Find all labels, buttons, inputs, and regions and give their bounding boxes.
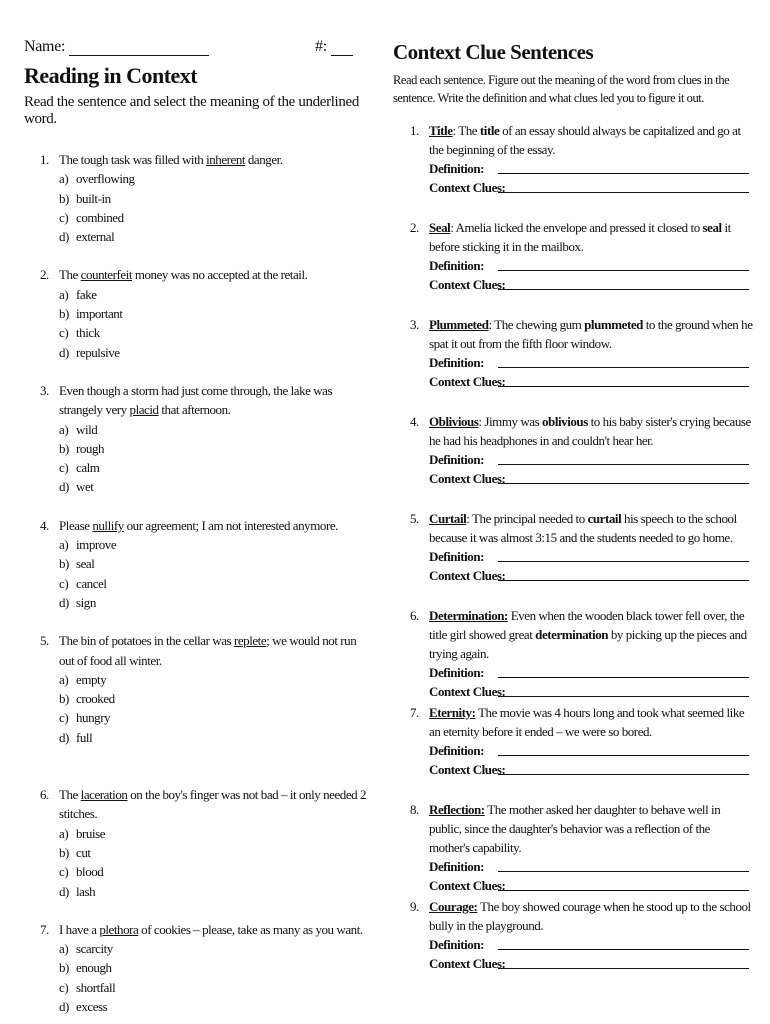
question-text: The bin of potatoes in the cellar was replete; we would not run out of food all winter. (59, 633, 357, 668)
option-d[interactable]: d) full (59, 729, 93, 745)
question-text: I have a plethora of cookies – please, take as many as you want. (59, 921, 363, 937)
option-c[interactable]: c) shortfall (59, 979, 116, 995)
vocab-word: Oblivious (429, 414, 479, 429)
vocab-word: Title (429, 123, 453, 138)
option-b[interactable]: b) cut (59, 844, 91, 860)
option-b[interactable]: b) enough (59, 960, 112, 976)
vocab-word: Plummeted (429, 317, 489, 332)
sentence-text: Oblivious: Jimmy was oblivious to his baby sister's crying because he had his headphones in and couldn't hear her. (429, 414, 751, 448)
underlined-word: nullify (92, 517, 124, 533)
name-row (24, 38, 372, 60)
question-5 (24, 631, 372, 747)
question-text: Please nullify our agreement; I am not interested anymore. (59, 517, 338, 533)
definition-field[interactable]: Definition: (429, 857, 753, 876)
option-a[interactable]: a) wild (59, 421, 98, 437)
number-label: #: (315, 38, 327, 55)
sentence-item-5 (393, 509, 753, 606)
option-d[interactable]: d) wet (59, 479, 94, 495)
option-d[interactable]: d) repulsive (59, 344, 120, 360)
definition-field[interactable]: Definition: (429, 353, 753, 372)
definition-field[interactable]: Definition: (429, 256, 753, 275)
option-a[interactable]: a) overflowing (59, 171, 135, 187)
options (59, 420, 372, 497)
question-text: The counterfeit money was no accepted at the retail. (59, 267, 308, 283)
question-4 (24, 516, 372, 612)
question-text: The laceration on the boy's finger was not bad – it only needed 2 stitches. (59, 787, 367, 822)
vocab-word: Seal (429, 220, 451, 235)
option-a[interactable]: a) scarcity (59, 941, 113, 957)
options (59, 824, 372, 901)
sentence-item-1 (393, 121, 753, 218)
option-c[interactable]: c) blood (59, 864, 104, 880)
instructions: Read the sentence and select the meaning of the underlined word. (24, 94, 359, 127)
question-6 (24, 785, 372, 901)
underlined-word: placid (129, 402, 159, 418)
option-d[interactable]: d) sign (59, 594, 96, 610)
context-clues-field[interactable]: Context Clues: (429, 954, 753, 973)
option-c[interactable]: c) thick (59, 325, 100, 341)
question-number: 7. (40, 921, 49, 937)
options (59, 939, 372, 1016)
option-d[interactable]: d) external (59, 229, 115, 245)
option-b[interactable]: b) built-in (59, 190, 111, 206)
sentence-item-8 (393, 800, 753, 897)
option-b[interactable]: b) rough (59, 440, 105, 456)
item-number: 9. (410, 899, 419, 914)
reading-in-context-section (24, 38, 372, 1016)
section-title: Context Clue Sentences (393, 40, 594, 64)
vocab-word: Reflection: (429, 802, 485, 817)
context-clues-field[interactable]: Context Clues: (429, 760, 753, 779)
option-d[interactable]: d) lash (59, 883, 96, 899)
sentence-item-4 (393, 412, 753, 509)
options (59, 535, 372, 612)
definition-field[interactable]: Definition: (429, 663, 753, 682)
sentence-item-3 (393, 315, 753, 412)
question-1 (24, 150, 372, 246)
vocab-word: Courage: (429, 899, 478, 914)
option-b[interactable]: b) seal (59, 556, 95, 572)
question-number: 6. (40, 787, 49, 803)
definition-field[interactable]: Definition: (429, 741, 753, 760)
underlined-word: plethora (99, 921, 139, 937)
sentence-item-2 (393, 218, 753, 315)
item-number: 2. (410, 220, 419, 235)
sentence-text: Determination: Even when the wooden black tower fell over, the title girl showed great determination by picking up the pieces and trying again. (429, 608, 747, 661)
question-text: The tough task was filled with inherent danger. (59, 152, 283, 167)
page-title: Reading in Context (24, 63, 198, 88)
item-number: 5. (410, 511, 419, 526)
number-blank-line[interactable] (331, 41, 353, 56)
item-number: 7. (410, 705, 419, 720)
options (59, 285, 372, 362)
definition-field[interactable]: Definition: (429, 935, 753, 954)
question-number: 5. (40, 633, 49, 649)
question-number: 3. (40, 382, 49, 398)
sentence-text: Courage: The boy showed courage when he stood up to the school bully in the playground. (429, 899, 751, 933)
question-number: 2. (40, 267, 49, 283)
question-2 (24, 265, 372, 361)
name-label: Name: (24, 38, 66, 55)
option-a[interactable]: a) empty (59, 671, 107, 687)
option-d[interactable]: d) excess (59, 998, 108, 1014)
sentence-text: Reflection: The mother asked her daughter to behave well in public, since the daughter's behavior was a reflection of the mother's capability. (429, 802, 721, 855)
underlined-word: counterfeit (80, 267, 133, 283)
underlined-word: laceration (80, 787, 128, 803)
name-blank-line[interactable] (69, 41, 209, 56)
vocab-word: Curtail (429, 511, 467, 526)
context-clues-field[interactable]: Context Clues: (429, 566, 753, 585)
sentence-item-6 (393, 606, 753, 703)
question-3 (24, 381, 372, 497)
option-a[interactable]: a) bruise (59, 825, 106, 841)
options (59, 169, 372, 246)
definition-field[interactable]: Definition: (429, 547, 753, 566)
sentence-text: Eternity: The movie was 4 hours long and took what seemed like an eternity before it ended – we were so bored. (429, 705, 745, 739)
sentence-text: Seal: Amelia licked the envelope and pressed it closed to seal it before sticking it in the mailbox. (429, 220, 731, 254)
vocab-word: Determination: (429, 608, 508, 623)
option-b[interactable]: b) crooked (59, 691, 115, 707)
context-clues-field[interactable]: Context Clues: (429, 275, 753, 294)
definition-field[interactable]: Definition: (429, 450, 753, 469)
option-a[interactable]: a) fake (59, 286, 97, 302)
question-number: 4. (40, 517, 49, 533)
option-c[interactable]: c) cancel (59, 575, 107, 591)
option-a[interactable]: a) improve (59, 537, 117, 553)
sentence-text: Plummeted: The chewing gum plummeted to the ground when he spat it out from the fifth floor window. (429, 317, 753, 351)
item-number: 8. (410, 802, 419, 817)
number-field (315, 38, 353, 56)
option-b[interactable]: b) important (59, 306, 123, 322)
context-clues-field[interactable]: Context Clues: (429, 469, 753, 488)
context-clues-field[interactable]: Context Clues: (429, 372, 753, 391)
item-number: 1. (410, 123, 419, 138)
sentence-text: Curtail: The principal needed to curtail his speech to the school because it was almost 3:15 and the students needed to go home. (429, 511, 737, 545)
sentence-item-7 (393, 703, 753, 800)
item-number: 4. (410, 414, 419, 429)
question-number: 1. (40, 152, 49, 167)
context-clue-section (393, 40, 753, 994)
question-text: Even though a storm had just come through, the lake was strangely very placid that afternoon. (59, 382, 333, 418)
item-number: 6. (410, 608, 419, 623)
question-7 (24, 920, 372, 1016)
underlined-word: replete (233, 633, 267, 649)
item-number: 3. (410, 317, 419, 332)
context-clues-field[interactable]: Context Clues: (429, 178, 753, 197)
sentence-text: Title: The title of an essay should always be capitalized and go at the beginning of the essay. (429, 123, 741, 157)
section-instructions: Read each sentence. Figure out the meaning of the word from clues in the sentence. Write the definition and what clues led you to figure it out. (393, 73, 730, 105)
context-clues-field[interactable]: Context Clues: (429, 682, 753, 701)
option-c[interactable]: c) calm (59, 460, 100, 476)
sentence-list (393, 121, 753, 994)
context-clues-field[interactable]: Context Clues: (429, 876, 753, 895)
option-c[interactable]: c) hungry (59, 710, 111, 726)
sentence-item-9 (393, 897, 753, 994)
underlined-word: inherent (206, 152, 246, 167)
question-list (24, 150, 372, 1016)
vocab-word: Eternity: (429, 705, 476, 720)
option-c[interactable]: c) combined (59, 209, 124, 225)
options (59, 670, 372, 747)
definition-field[interactable]: Definition: (429, 159, 753, 178)
